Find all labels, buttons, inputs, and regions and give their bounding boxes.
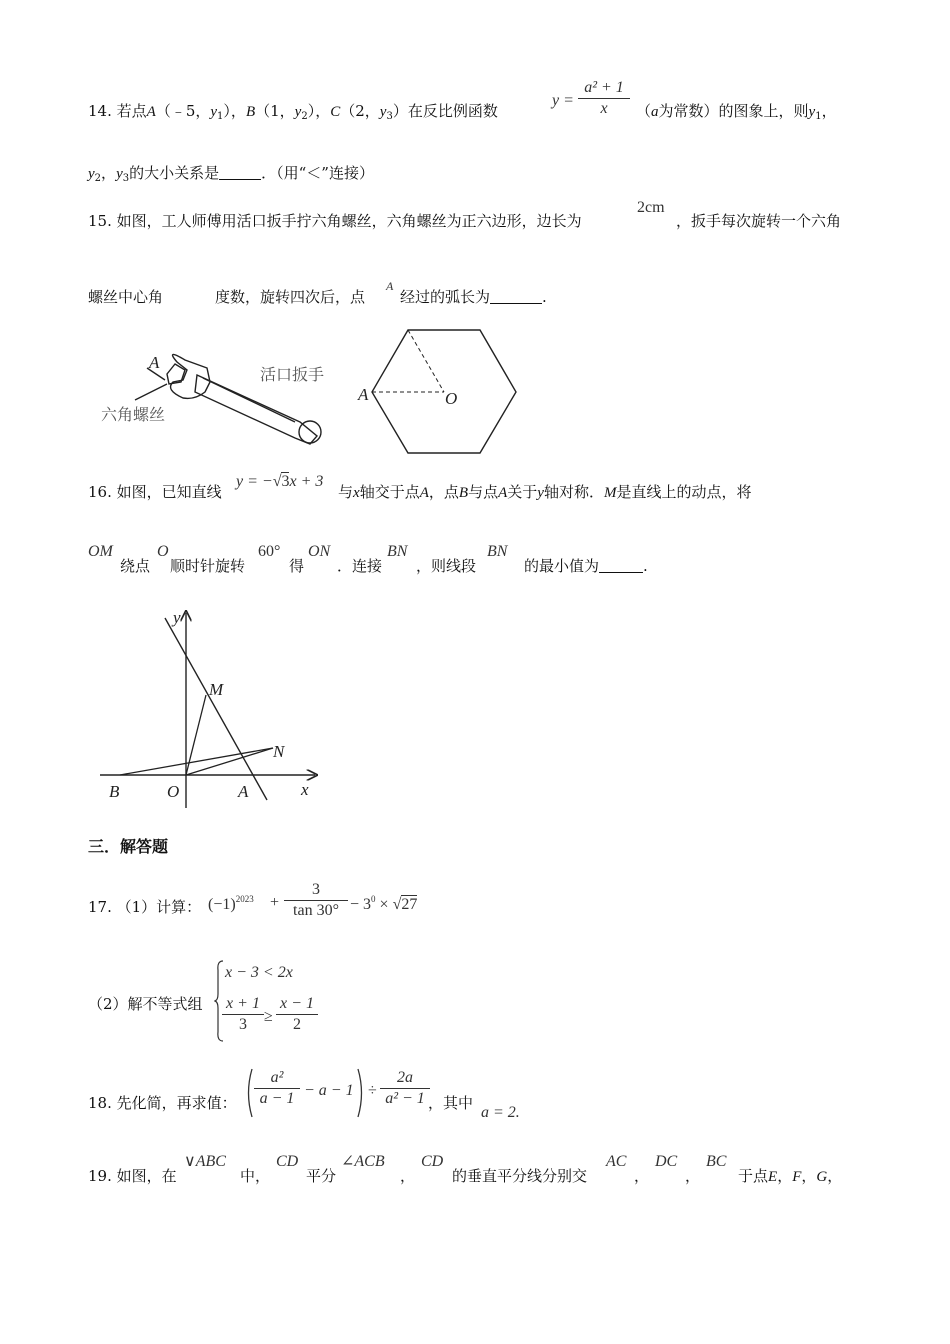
wrench-jaw (171, 354, 210, 398)
q16-coordinate-figure (95, 603, 325, 813)
q18-line: 18. 先化简，再求值： (88, 1094, 237, 1112)
label-x: x (301, 780, 309, 799)
q17-expression: $(-1)^{2023}$ + $\frac{3}{\tan 30^\circ}$ − $3^0 \times √27$ (208, 881, 418, 919)
wrench-point-A: A (149, 353, 160, 372)
q15-line1: 15. 如图，工人师傅用活口扳手拧六角螺丝，六角螺丝为正六边形，边长为 (88, 212, 582, 230)
q19-number: 19. (88, 1167, 112, 1185)
q19-line: 19. 如图，在 (88, 1167, 177, 1185)
label-B: B (109, 782, 120, 801)
hexagon-radius (408, 330, 444, 392)
q17-inequality-system: x − 3 < 2x $\frac{x + 1}{3}$ ≥ $\frac{x - 1}{2}$ (214, 960, 334, 1042)
label-N: N (273, 742, 285, 761)
label-y: y (173, 608, 181, 627)
q15-line2: 螺丝中心角 (88, 288, 164, 306)
q14-number: 14. (88, 102, 112, 120)
q14-line1: 14. 若点A（﹣5，$y_1$），B（1，$y_2$），C（2，$y_3$）在反比例函数 (88, 102, 498, 122)
q16-number: 16. (88, 483, 112, 501)
label-A: A (238, 782, 249, 801)
hexagon-center-O: O (445, 389, 458, 408)
wrench-handle-end (299, 421, 321, 443)
hexagon-point-A: A (358, 385, 369, 404)
q17-part2: （2）解不等式组 (88, 995, 203, 1013)
q14-line1-tail: （a为常数）的图象上，则$y_1$， (636, 102, 837, 122)
q15-answer-blank[interactable] (490, 289, 542, 304)
label-M: M (209, 680, 224, 699)
q14-answer-blank[interactable] (219, 165, 261, 180)
section-heading-3: 三．解答题 (88, 837, 169, 856)
q15-side-length: 2cm (637, 199, 665, 216)
label-O: O (167, 782, 180, 801)
q15-line2b: 度数，旋转四次后，点 (215, 288, 366, 306)
q18-expression: $\frac{\text{a²}}{a - 1}$ − a − 1 ÷ $\frac{2a}{\text{a² − 1}}$ (244, 1066, 444, 1122)
q16-answer-blank[interactable] (599, 558, 643, 573)
nut-label-pointer (135, 384, 167, 400)
q18-number: 18. (88, 1094, 112, 1112)
q15-number: 15. (88, 212, 112, 230)
q14-line2: $y_2$，$y_3$的大小关系是 ．（用“＜”连接） (88, 164, 374, 184)
wrench-label: 活口扳手 (260, 367, 325, 384)
q16-line1: 16. 如图，已知直线 (88, 483, 222, 501)
line-l (165, 618, 267, 800)
q15-hexagon-figure (352, 325, 522, 455)
q17-number: 17. (88, 898, 112, 916)
nut-label: 六角螺丝 (101, 407, 166, 424)
q16-line-equation: y = −√3x + 3 (236, 473, 324, 490)
q15-wrench-figure (95, 340, 345, 450)
q17-part1: 17. （1）计算： (88, 898, 202, 916)
